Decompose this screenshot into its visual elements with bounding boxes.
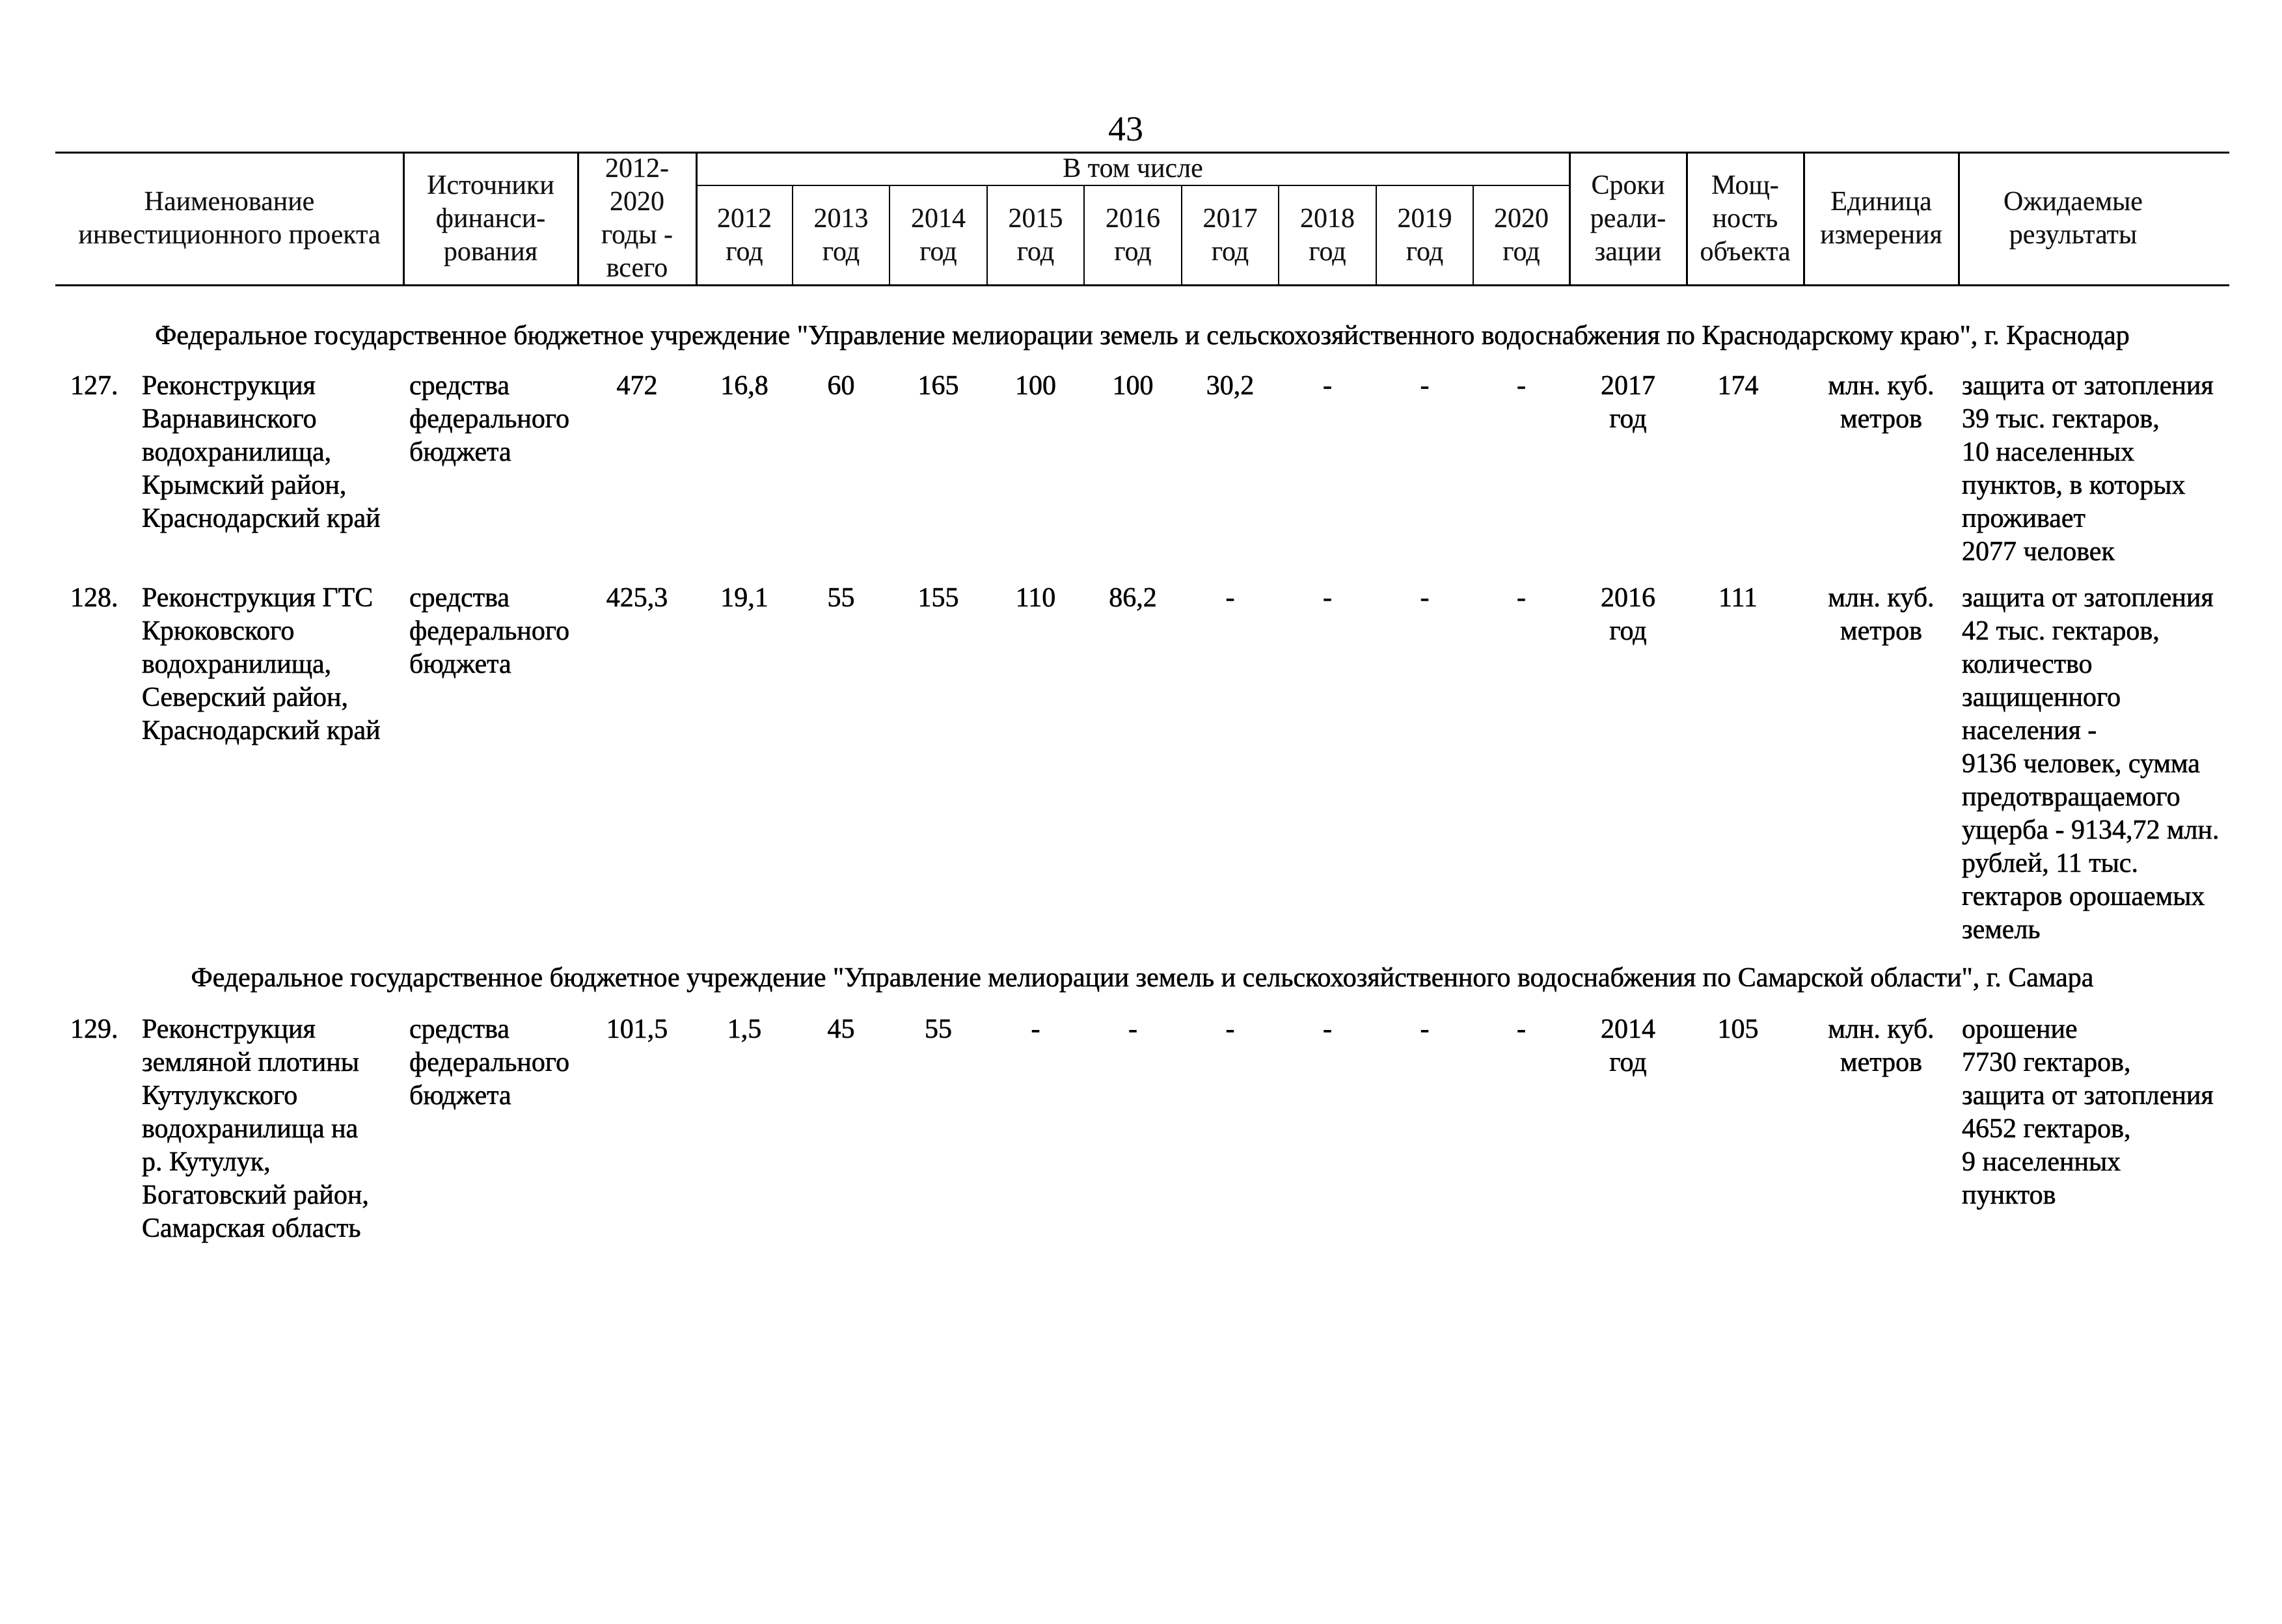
section-title: Федеральное государственное бюджетное учреждение "Управление мелиорации земель и сельскохозяйственного водоснабжения по Самарской области", г. Самара (191, 963, 2094, 993)
project-name: Реконструкция ГТС Крюковского водохранилища, Северский район, Краснодарский край (142, 583, 381, 746)
value-2015: 100 (1015, 371, 1056, 401)
value-2014: 165 (917, 371, 959, 401)
value-2019: - (1420, 1014, 1430, 1044)
header-sources-cell (403, 152, 578, 285)
header-year-2017: 2017 год (1202, 203, 1258, 267)
total-value: 472 (616, 371, 658, 401)
header-year-cell (890, 185, 987, 285)
value-2016: - (1128, 1014, 1137, 1044)
value-2020: - (1517, 371, 1526, 401)
value-2015: - (1031, 1014, 1040, 1044)
funding-source: средства федерального бюджета (409, 371, 570, 467)
header-year-cell (793, 185, 890, 285)
header-year-cell (987, 185, 1084, 285)
header-results-cell (1959, 152, 2188, 285)
header-unit: Единица измерения (1820, 187, 1942, 250)
unit-of-measure: млн. куб. метров (1828, 1014, 1935, 1077)
value-2017: - (1225, 1014, 1235, 1044)
section-title: Федеральное государственное бюджетное учреждение "Управление мелиорации земель и сельскохозяйственного водоснабжения по Краснодарскому краю", г. Краснодар (155, 321, 2130, 351)
header-project-name-cell (55, 152, 403, 285)
value-2018: - (1323, 1014, 1332, 1044)
implementation-term: 2014 год (1601, 1014, 1655, 1077)
value-2013: 55 (827, 583, 855, 613)
header-year-cell (1084, 185, 1182, 285)
header-year-2015: 2015 год (1008, 203, 1063, 267)
expected-results: защита от затопления 42 тыс. гектаров, количество защищенного населения - 9136 человек, сумма предотвращаемого ущерба - 9134,72 млн. рублей, 11 тыс. гектаров орошаемых земель (1962, 583, 2220, 945)
header-year-2019: 2019 год (1397, 203, 1452, 267)
implementation-term: 2017 год (1601, 371, 1655, 434)
header-year-cell (696, 185, 793, 285)
unit-of-measure: млн. куб. метров (1828, 583, 1935, 646)
header-including: В том числе (1063, 154, 1203, 183)
header-year-2016: 2016 год (1106, 203, 1160, 267)
implementation-term: 2016 год (1601, 583, 1655, 646)
row-number: 127. (70, 371, 118, 401)
value-2013: 45 (827, 1014, 855, 1044)
header-including-cell (696, 152, 1569, 185)
header-total: 2012- 2020 годы - всего (601, 154, 673, 283)
project-name: Реконструкция Варнавинского водохранилища, Крымский район, Краснодарский край (142, 371, 381, 534)
object-capacity: 111 (1718, 583, 1758, 613)
header-term-cell (1569, 152, 1687, 285)
header-year-2012: 2012 год (717, 203, 772, 267)
value-2013: 60 (827, 371, 855, 401)
project-name: Реконструкция земляной плотины Кутулукского водохранилища на р. Кутулук, Богатовский район, Самарская область (142, 1014, 369, 1243)
funding-source: средства федерального бюджета (409, 1014, 570, 1111)
value-2018: - (1323, 583, 1332, 613)
header-year-2013: 2013 год (813, 203, 869, 267)
value-2018: - (1323, 371, 1332, 401)
header-year-cell (1473, 185, 1569, 285)
value-2012: 16,8 (720, 371, 768, 401)
header-year-2020: 2020 год (1494, 203, 1549, 267)
value-2016: 100 (1112, 371, 1154, 401)
unit-of-measure: млн. куб. метров (1828, 371, 1935, 434)
value-2020: - (1517, 583, 1526, 613)
value-2016: 86,2 (1109, 583, 1157, 613)
header-unit-cell (1804, 152, 1959, 285)
value-2017: 30,2 (1206, 371, 1255, 401)
header-sources: Источники финанси- рования (427, 170, 554, 267)
row-number: 129. (70, 1014, 118, 1044)
page-number: 43 (1108, 109, 1143, 148)
value-2019: - (1420, 583, 1430, 613)
total-value: 101,5 (606, 1014, 668, 1044)
header-capacity: Мощ- ность объекта (1700, 170, 1791, 267)
header-year-2018: 2018 год (1300, 203, 1355, 267)
value-2019: - (1420, 371, 1430, 401)
header-total-cell (578, 152, 696, 285)
value-2012: 1,5 (727, 1014, 762, 1044)
header-capacity-cell (1687, 152, 1804, 285)
value-2017: - (1225, 583, 1235, 613)
value-2015: 110 (1015, 583, 1056, 613)
expected-results: орошение 7730 гектаров, защита от затопления 4652 гектаров, 9 населенных пунктов (1962, 1014, 2214, 1210)
row-number: 128. (70, 583, 118, 613)
header-year-cell (1182, 185, 1279, 285)
value-2014: 55 (925, 1014, 952, 1044)
funding-source: средства федерального бюджета (409, 583, 570, 679)
header-term: Сроки реали- зации (1590, 170, 1666, 267)
header-project-name: Наименование инвестиционного проекта (78, 187, 381, 250)
header-year-cell (1279, 185, 1376, 285)
total-value: 425,3 (606, 583, 668, 613)
value-2012: 19,1 (720, 583, 768, 613)
header-results: Ожидаемые результаты (2004, 187, 2143, 250)
object-capacity: 105 (1717, 1014, 1759, 1044)
header-year-2014: 2014 год (911, 203, 966, 267)
value-2014: 155 (917, 583, 959, 613)
header-year-cell (1376, 185, 1473, 285)
value-2020: - (1517, 1014, 1526, 1044)
expected-results: защита от затопления 39 тыс. гектаров, 10 населенных пунктов, в которых проживает 2077 человек (1962, 371, 2214, 567)
object-capacity: 174 (1717, 371, 1759, 401)
